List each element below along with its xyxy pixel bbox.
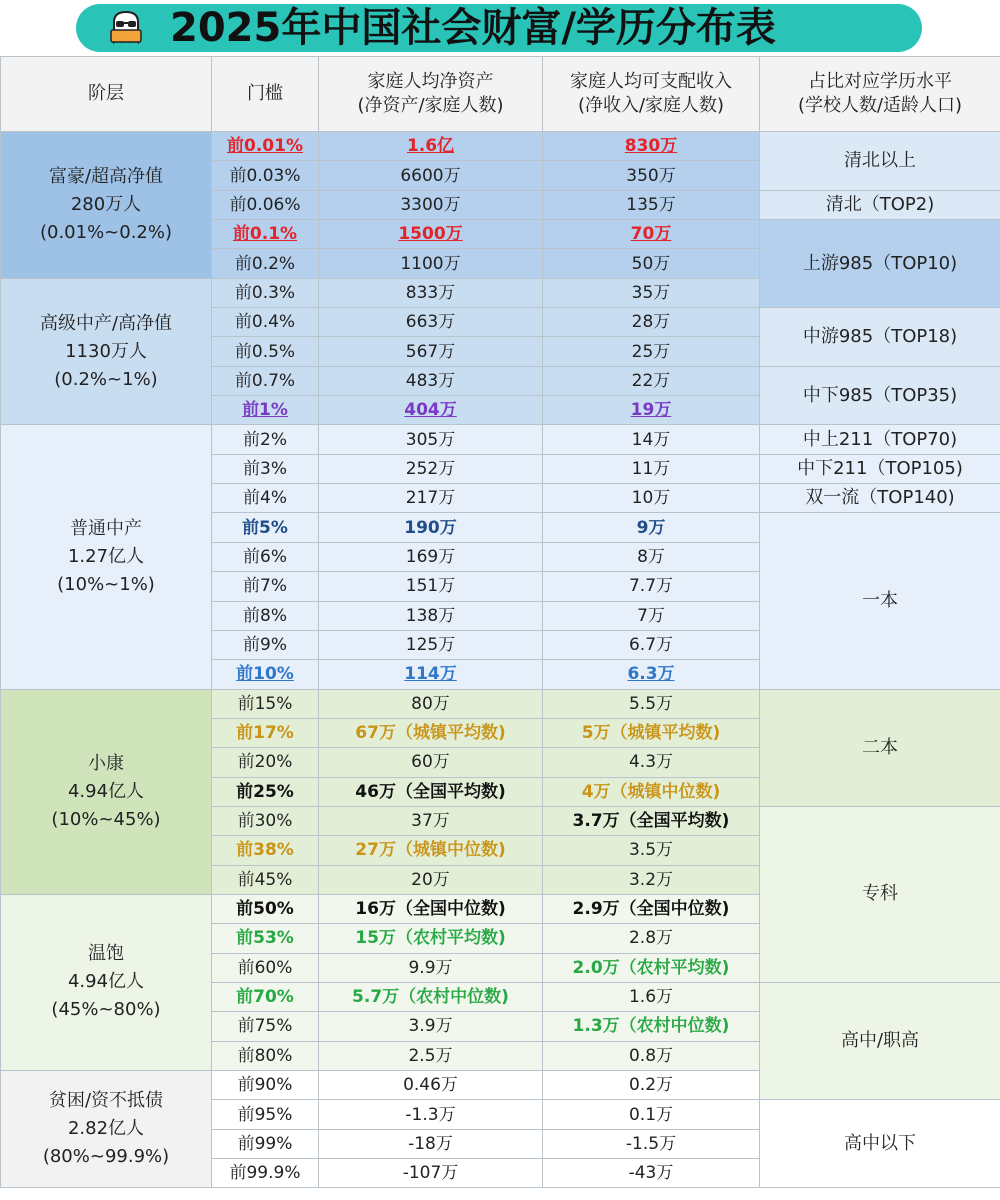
edu-cell: 专科 <box>760 806 1000 982</box>
asset-cell: 46万（全国平均数) <box>319 777 543 806</box>
threshold-cell: 前30% <box>212 806 319 835</box>
threshold-cell: 前0.01% <box>212 132 319 161</box>
asset-cell: 217万 <box>319 484 543 513</box>
threshold-cell: 前0.3% <box>212 278 319 307</box>
threshold-cell: 前60% <box>212 953 319 982</box>
threshold-cell: 前3% <box>212 454 319 483</box>
asset-cell: -1.3万 <box>319 1100 543 1129</box>
asset-cell: 663万 <box>319 308 543 337</box>
income-cell: 7万 <box>543 601 760 630</box>
income-cell: 4万（城镇中位数) <box>543 777 760 806</box>
header-row <box>1 57 1000 132</box>
threshold-cell: 前45% <box>212 865 319 894</box>
header-threshold: 门槛 <box>212 57 319 132</box>
income-cell: 6.3万 <box>543 660 760 689</box>
income-cell: 35万 <box>543 278 760 307</box>
threshold-cell: 前75% <box>212 1012 319 1041</box>
ghost-sunglasses-icon <box>106 8 146 48</box>
income-cell: 135万 <box>543 190 760 219</box>
threshold-cell: 前99% <box>212 1129 319 1158</box>
income-cell: 8万 <box>543 542 760 571</box>
asset-cell: 169万 <box>319 542 543 571</box>
edu-cell: 中下985（TOP35) <box>760 366 1000 425</box>
threshold-cell: 前99.9% <box>212 1159 319 1188</box>
asset-cell: 9.9万 <box>319 953 543 982</box>
threshold-cell: 前5% <box>212 513 319 542</box>
edu-cell: 中游985（TOP18) <box>760 308 1000 367</box>
wealth-table <box>0 56 1000 1188</box>
header-edu: 占比对应学历水平 (学校人数/适龄人口) <box>760 57 1000 132</box>
threshold-cell: 前53% <box>212 924 319 953</box>
edu-cell: 二本 <box>760 689 1000 806</box>
income-cell: 2.9万（全国中位数) <box>543 894 760 923</box>
income-cell: 1.6万 <box>543 982 760 1011</box>
edu-cell: 一本 <box>760 513 1000 689</box>
asset-cell: 5.7万（农村中位数) <box>319 982 543 1011</box>
income-cell: 1.3万（农村中位数) <box>543 1012 760 1041</box>
asset-cell: 114万 <box>319 660 543 689</box>
asset-cell: 3.9万 <box>319 1012 543 1041</box>
threshold-cell: 前0.06% <box>212 190 319 219</box>
asset-cell: 138万 <box>319 601 543 630</box>
income-cell: 830万 <box>543 132 760 161</box>
threshold-cell: 前0.7% <box>212 366 319 395</box>
threshold-cell: 前0.4% <box>212 308 319 337</box>
income-cell: 19万 <box>543 396 760 425</box>
threshold-cell: 前70% <box>212 982 319 1011</box>
asset-cell: 483万 <box>319 366 543 395</box>
asset-cell: 37万 <box>319 806 543 835</box>
income-cell: -43万 <box>543 1159 760 1188</box>
income-cell: 5万（城镇平均数) <box>543 718 760 747</box>
asset-cell: 125万 <box>319 630 543 659</box>
asset-cell: 60万 <box>319 748 543 777</box>
tier-middle: 普通中产 1.27亿人 (10%~1%) <box>1 425 212 689</box>
edu-cell: 上游985（TOP10) <box>760 220 1000 308</box>
threshold-cell: 前25% <box>212 777 319 806</box>
asset-cell: 1500万 <box>319 220 543 249</box>
edu-cell: 清北以上 <box>760 132 1000 191</box>
income-cell: 14万 <box>543 425 760 454</box>
tier-upper: 高级中产/高净值 1130万人 (0.2%~1%) <box>1 278 212 425</box>
threshold-cell: 前0.5% <box>212 337 319 366</box>
asset-cell: 833万 <box>319 278 543 307</box>
edu-cell: 清北（TOP2) <box>760 190 1000 219</box>
threshold-cell: 前10% <box>212 660 319 689</box>
asset-cell: 0.46万 <box>319 1071 543 1100</box>
threshold-cell: 前7% <box>212 572 319 601</box>
asset-cell: 190万 <box>319 513 543 542</box>
edu-cell: 高中/职高 <box>760 982 1000 1099</box>
threshold-cell: 前95% <box>212 1100 319 1129</box>
threshold-cell: 前2% <box>212 425 319 454</box>
asset-cell: -18万 <box>319 1129 543 1158</box>
income-cell: 0.8万 <box>543 1041 760 1070</box>
tier-wenbao: 温饱 4.94亿人 (45%~80%) <box>1 894 212 1070</box>
tier-xiaokang: 小康 4.94亿人 (10%~45%) <box>1 689 212 894</box>
edu-cell: 中上211（TOP70) <box>760 425 1000 454</box>
threshold-cell: 前0.03% <box>212 161 319 190</box>
income-cell: -1.5万 <box>543 1129 760 1158</box>
asset-cell: 1100万 <box>319 249 543 278</box>
tier-poor: 贫困/资不抵债 2.82亿人 (80%~99.9%) <box>1 1071 212 1188</box>
threshold-cell: 前1% <box>212 396 319 425</box>
header-income: 家庭人均可支配收入 (净收入/家庭人数) <box>543 57 760 132</box>
asset-cell: 15万（农村平均数) <box>319 924 543 953</box>
income-cell: 22万 <box>543 366 760 395</box>
income-cell: 70万 <box>543 220 760 249</box>
income-cell: 7.7万 <box>543 572 760 601</box>
header-asset: 家庭人均净资产 (净资产/家庭人数) <box>319 57 543 132</box>
income-cell: 9万 <box>543 513 760 542</box>
asset-cell: 567万 <box>319 337 543 366</box>
threshold-cell: 前4% <box>212 484 319 513</box>
header-tier: 阶层 <box>1 57 212 132</box>
edu-cell: 双一流（TOP140) <box>760 484 1000 513</box>
threshold-cell: 前38% <box>212 836 319 865</box>
asset-cell: 151万 <box>319 572 543 601</box>
asset-cell: 67万（城镇平均数) <box>319 718 543 747</box>
asset-cell: 1.6亿 <box>319 132 543 161</box>
income-cell: 25万 <box>543 337 760 366</box>
threshold-cell: 前50% <box>212 894 319 923</box>
income-cell: 3.2万 <box>543 865 760 894</box>
income-cell: 0.1万 <box>543 1100 760 1129</box>
threshold-cell: 前17% <box>212 718 319 747</box>
threshold-cell: 前8% <box>212 601 319 630</box>
page-title: 2025年中国社会财富/学历分布表 <box>170 5 776 51</box>
asset-cell: 305万 <box>319 425 543 454</box>
threshold-cell: 前15% <box>212 689 319 718</box>
threshold-cell: 前20% <box>212 748 319 777</box>
title-banner <box>0 0 1000 56</box>
income-cell: 3.7万（全国平均数) <box>543 806 760 835</box>
threshold-cell: 前0.1% <box>212 220 319 249</box>
asset-cell: 3300万 <box>319 190 543 219</box>
income-cell: 10万 <box>543 484 760 513</box>
asset-cell: 2.5万 <box>319 1041 543 1070</box>
asset-cell: 27万（城镇中位数) <box>319 836 543 865</box>
income-cell: 6.7万 <box>543 630 760 659</box>
edu-cell: 中下211（TOP105) <box>760 454 1000 483</box>
table-row <box>1 425 1000 454</box>
asset-cell: 16万（全国中位数) <box>319 894 543 923</box>
tier-rich: 富豪/超高净值 280万人 (0.01%~0.2%) <box>1 132 212 279</box>
threshold-cell: 前0.2% <box>212 249 319 278</box>
income-cell: 3.5万 <box>543 836 760 865</box>
asset-cell: 252万 <box>319 454 543 483</box>
threshold-cell: 前9% <box>212 630 319 659</box>
asset-cell: 6600万 <box>319 161 543 190</box>
income-cell: 0.2万 <box>543 1071 760 1100</box>
income-cell: 4.3万 <box>543 748 760 777</box>
threshold-cell: 前80% <box>212 1041 319 1070</box>
asset-cell: 404万 <box>319 396 543 425</box>
income-cell: 2.0万（农村平均数) <box>543 953 760 982</box>
asset-cell: -107万 <box>319 1159 543 1188</box>
asset-cell: 80万 <box>319 689 543 718</box>
income-cell: 50万 <box>543 249 760 278</box>
threshold-cell: 前6% <box>212 542 319 571</box>
income-cell: 5.5万 <box>543 689 760 718</box>
threshold-cell: 前90% <box>212 1071 319 1100</box>
income-cell: 11万 <box>543 454 760 483</box>
income-cell: 350万 <box>543 161 760 190</box>
asset-cell: 20万 <box>319 865 543 894</box>
table-row <box>1 132 1000 161</box>
income-cell: 28万 <box>543 308 760 337</box>
edu-cell: 高中以下 <box>760 1100 1000 1188</box>
table-row <box>1 689 1000 718</box>
income-cell: 2.8万 <box>543 924 760 953</box>
